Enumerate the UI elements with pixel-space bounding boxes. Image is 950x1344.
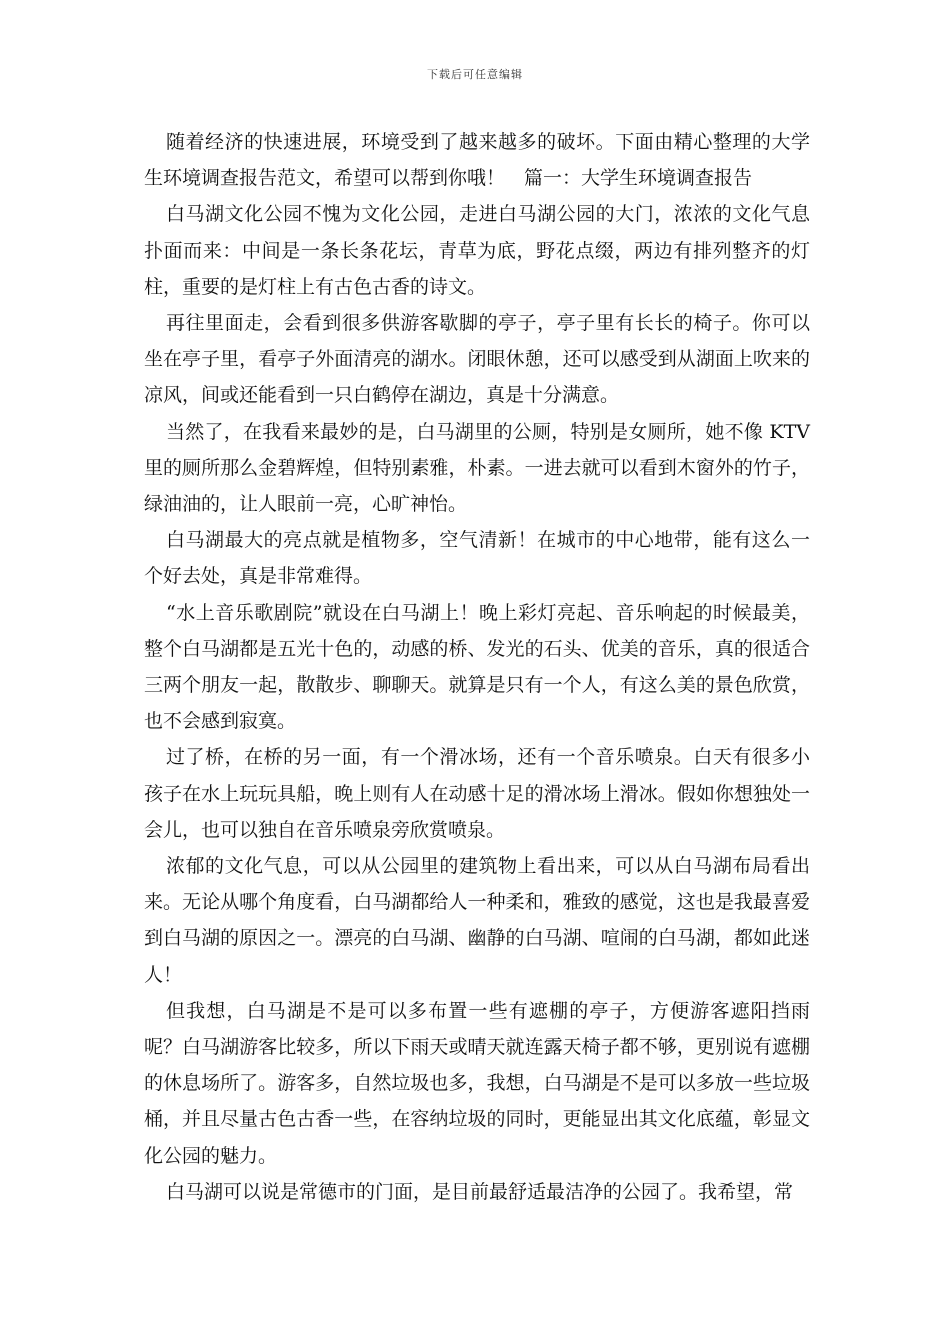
paragraph-suggestions: 但我想，白马湖是不是可以多布置一些有遮棚的亭子，方便游客遮阳挡雨呢？白马湖游客比较多，所以下雨天或晴天就连露天椅子都不够，更别说有遮棚的休息场所了。游客多，自然垃圾也多，我想，白马湖是不是可以多放一些垃圾桶，并且尽量古色古香一些，在容纳垃圾的同时，更能显出其文化底蕴，彰显文化公园的魅力。 (144, 999, 810, 1167)
paragraph-skating-fountain: 过了桥，在桥的另一面，有一个滑冰场，还有一个音乐喷泉。白天有很多小孩子在水上玩玩具船，晚上则有人在动感十足的滑冰场上滑冰。假如你想独处一会儿，也可以独自在音乐喷泉旁欣赏喷泉。 (144, 746, 810, 841)
paragraph-closing: 白马湖可以说是常德市的门面，是目前最舒适最洁净的公园了。我希望，常 (166, 1180, 794, 1203)
paragraph-park-entrance: 白马湖文化公园不愧为文化公园，走进白马湖公园的大门，浓浓的文化气息扑面而来：中间是一条长条花坛，青草为底，野花点缀，两边有排列整齐的灯柱，重要的是灯柱上有古色古香的诗文。 (144, 203, 810, 298)
paragraph-water-opera: “水上音乐歌剧院”就设在白马湖上！晚上彩灯亮起、音乐响起的时候最美，整个白马湖都是五光十色的，动感的桥、发光的石头、优美的音乐，真的很适合三两个朋友一起，散散步、聊聊天。就算是只有一个人，有这么美的景色欣赏，也不会感到寂寞。 (144, 601, 810, 733)
page-header-note: 下载后可任意编辑 (427, 68, 523, 81)
document-body (144, 124, 810, 1210)
paragraph-intro: 随着经济的快速进展，环境受到了越来越多的破坏。下面由精心整理的大学生环境调查报告范文，希望可以帮到你哦！ 篇一：大学生环境调查报告 (144, 131, 810, 190)
paragraph-restroom: 当然了，在我看来最妙的是，白马湖里的公厕，特别是女厕所，她不像 KTV 里的厕所那么金碧辉煌，但特别素雅，朴素。一进去就可以看到木窗外的竹子，绿油油的，让人眼前一亮，心旷神怡。 (144, 420, 810, 516)
paragraph-plants: 白马湖最大的亮点就是植物多，空气清新！在城市的中心地带，能有这么一个好去处，真是非常难得。 (144, 529, 810, 588)
paragraph-pavilions: 再往里面走，会看到很多供游客歇脚的亭子，亭子里有长长的椅子。你可以坐在亭子里，看亭子外面清亮的湖水。闭眼休憩，还可以感受到从湖面上吹来的凉风，间或还能看到一只白鹤停在湖边，真是十分满意。 (144, 312, 810, 407)
paragraph-culture: 浓郁的文化气息，可以从公园里的建筑物上看出来，可以从白马湖布局看出来。无论从哪个角度看，白马湖都给人一种柔和，雅致的感觉，这也是我最喜爱到白马湖的原因之一。漂亮的白马湖、幽静的白马湖、喧闹的白马湖，都如此迷人！ (144, 855, 810, 986)
